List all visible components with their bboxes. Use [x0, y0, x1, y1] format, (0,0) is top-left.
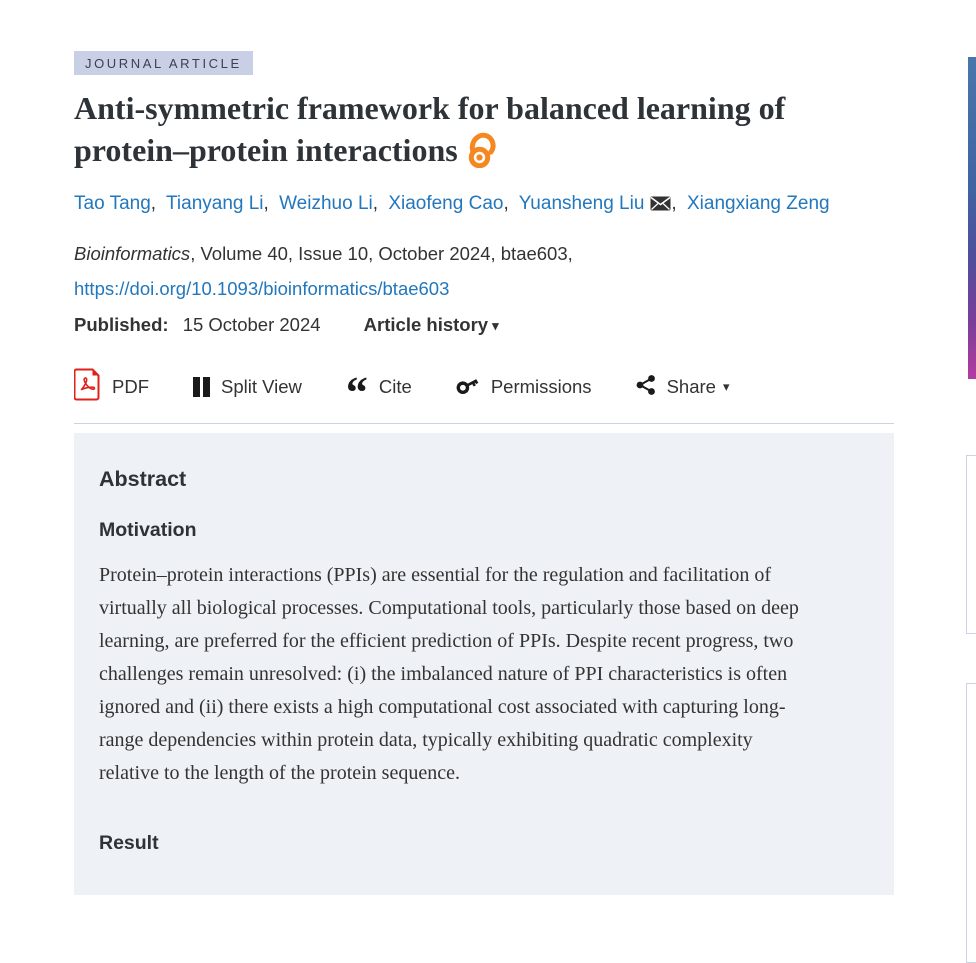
pdf-label: PDF	[112, 376, 149, 397]
article-history-toggle[interactable]: Article history ▾	[363, 314, 499, 335]
page-title	[74, 87, 894, 178]
result-heading: Result	[99, 832, 159, 854]
quote-icon: “	[345, 368, 368, 417]
author-link[interactable]: Xiangxiang Zeng	[686, 193, 830, 214]
split-view-button[interactable]	[193, 376, 302, 398]
published-date: 15 October 2024	[182, 314, 321, 335]
sidebar-widget-edge	[966, 455, 976, 634]
citation-details: , Volume 40, Issue 10, October 2024, btae603,	[190, 243, 573, 264]
abstract-heading: Abstract	[99, 467, 187, 491]
author-link[interactable]: Tianyang Li	[166, 193, 264, 214]
key-icon	[456, 374, 480, 401]
author-separator: ,	[263, 193, 269, 214]
cite-button[interactable]	[345, 368, 412, 417]
doi-link[interactable]: https://doi.org/10.1093/bioinformatics/btae603	[74, 278, 450, 299]
open-access-icon	[467, 131, 497, 178]
published-row	[74, 314, 894, 336]
motivation-heading: Motivation	[99, 519, 197, 541]
pdf-file-icon	[74, 368, 101, 406]
motivation-text: Protein–protein interactions (PPIs) are essential for the regulation and facilitation of virtually all biological processes. Computational tools, particularly those based on deep learning, are preferred for the efficient prediction of PPIs. Despite recent progress, two challenges remain unresolved: (i) the imbalanced nature of PPI characteristics is often ignored and (ii) there exists a high computational cost associated with capturing long-range dependencies within protein data, typically exhibiting quadratic complexity relative to the length of the protein sequence.	[99, 564, 799, 784]
author-separator: ,	[150, 193, 157, 214]
author-link[interactable]: Xiaofeng Cao	[388, 193, 504, 214]
split-view-icon	[193, 377, 210, 397]
author-separator: ,	[671, 193, 677, 214]
pdf-button[interactable]	[74, 368, 149, 406]
permissions-label: Permissions	[490, 376, 592, 397]
author-list	[74, 193, 894, 217]
sidebar-widget-edge	[966, 683, 976, 963]
author-link[interactable]: Weizhuo Li	[279, 193, 373, 214]
cite-label: Cite	[378, 376, 412, 397]
author-separator: ,	[372, 193, 379, 214]
journal-name: Bioinformatics	[74, 243, 191, 264]
share-label: Share	[666, 376, 716, 397]
share-icon	[636, 375, 656, 400]
abstract-panel	[74, 433, 894, 895]
author-separator: ,	[503, 193, 509, 214]
author-link[interactable]: Yuansheng Liu	[518, 193, 645, 214]
journal-cover-edge	[968, 57, 976, 379]
correspondence-envelope-icon[interactable]	[650, 195, 671, 217]
citation-line	[74, 243, 894, 265]
toolbar-divider	[74, 423, 894, 424]
permissions-button[interactable]	[456, 374, 592, 401]
published-label: Published:	[74, 314, 169, 335]
chevron-down-icon: ▾	[722, 379, 730, 394]
chevron-down-icon: ▾	[492, 318, 499, 333]
author-link[interactable]: Tao Tang	[74, 193, 151, 214]
article-toolbar	[74, 368, 894, 417]
share-button[interactable]	[636, 375, 730, 400]
journal-article-badge: JOURNAL ARTICLE	[74, 51, 253, 75]
article-title-text: Anti-symmetric framework for balanced learning of protein–protein interactions	[74, 90, 786, 168]
split-view-label: Split View	[221, 376, 302, 397]
